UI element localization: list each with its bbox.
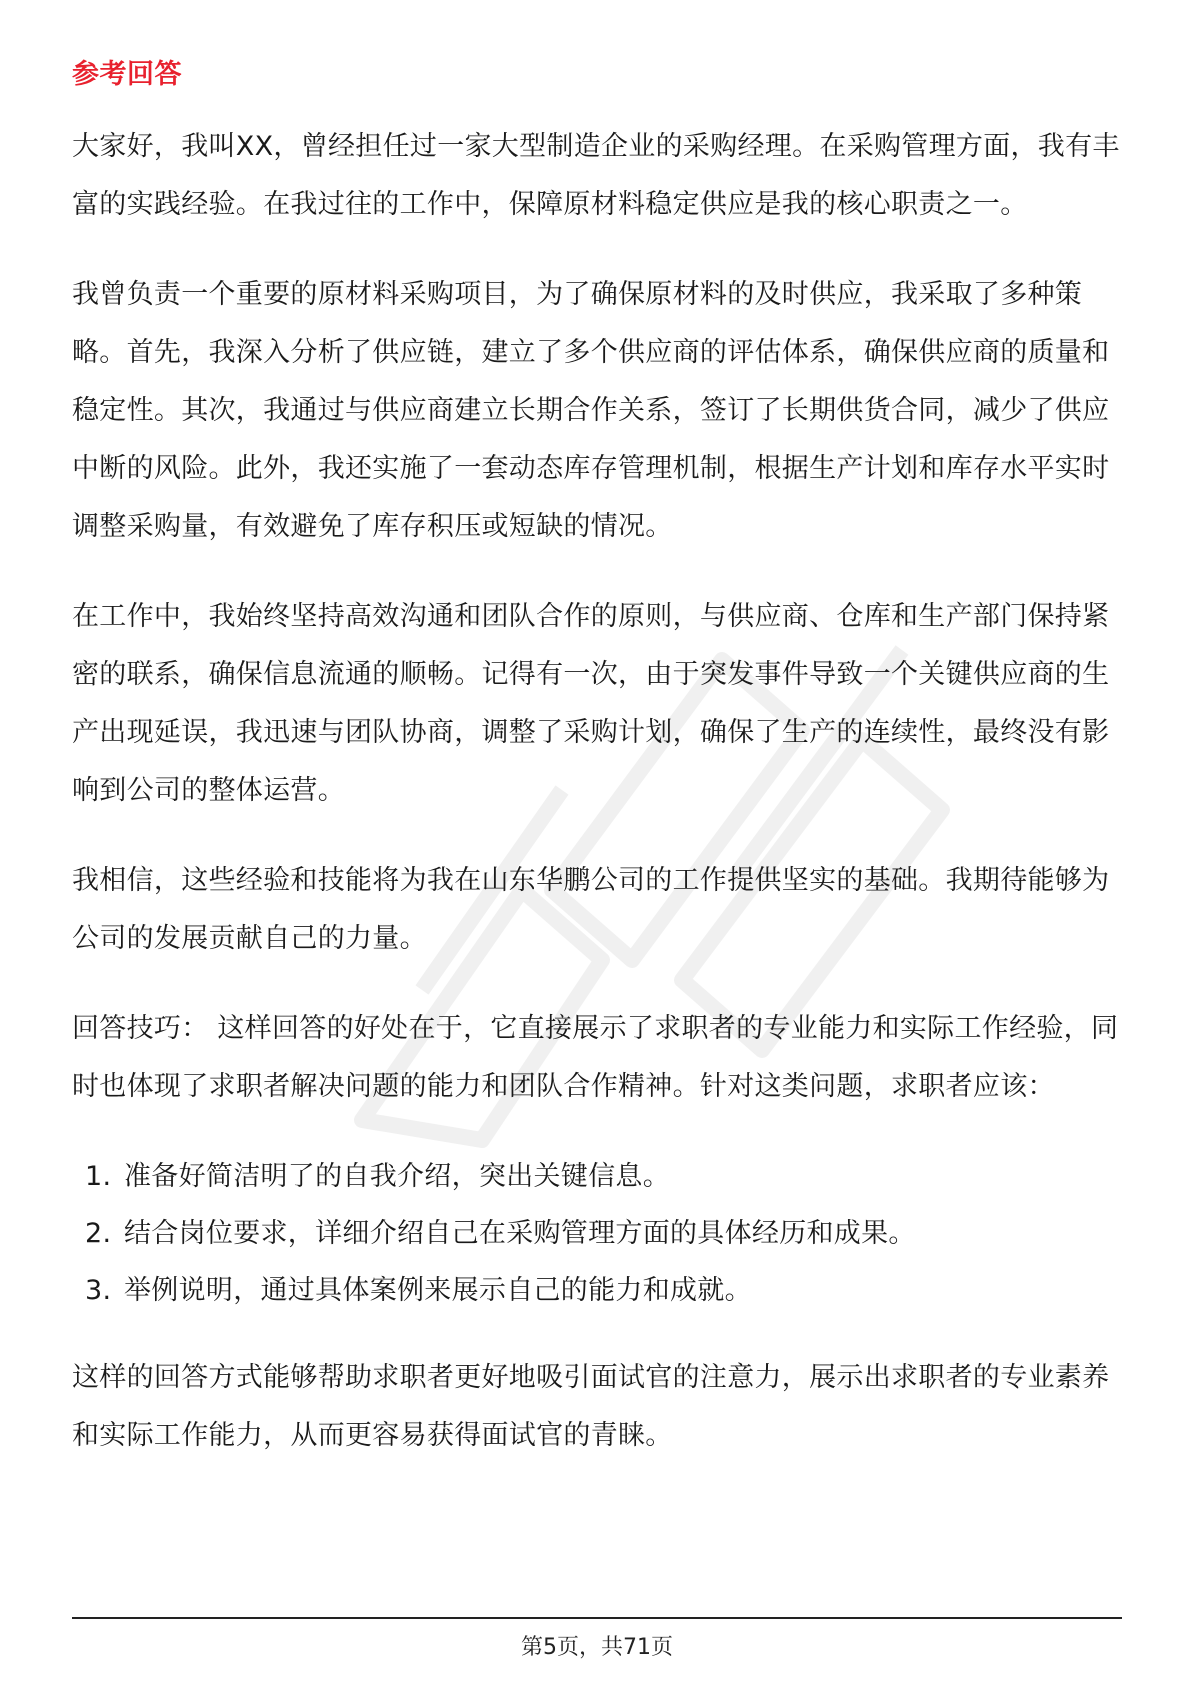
list-item	[72, 1262, 1122, 1319]
tips-text: 这样回答的好处在于，它直接展示了求职者的专业能力和实际工作经验，同时也体现了求职者解决问题的能力和团队合作精神。针对这类问题，求职者应该：	[72, 1013, 1119, 1102]
list-item-number: 1.	[85, 1161, 112, 1192]
list-item	[72, 1205, 1122, 1262]
footer-divider	[72, 1617, 1122, 1619]
paragraph-strategy: 我曾负责一个重要的原材料采购项目，为了确保原材料的及时供应，我采取了多种策略。首先，我深入分析了供应链，建立了多个供应商的评估体系，确保供应商的质量和稳定性。其次，我通过与供应商建立长期合作关系，签订了长期供货合同，减少了供应中断的风险。此外，我还实施了一套动态库存管理机制，根据生产计划和库存水平实时调整采购量，有效避免了库存积压或短缺的情况。	[72, 279, 1110, 542]
list-item-text: 举例说明，通过具体案例来展示自己的能力和成就。	[124, 1275, 752, 1306]
tips-paragraph	[72, 1000, 1122, 1116]
tips-label: 回答技巧：	[72, 1013, 209, 1044]
tips-list	[72, 1148, 1122, 1319]
list-item-number: 2.	[85, 1218, 112, 1249]
list-item-text: 准备好简洁明了的自我介绍，突出关键信息。	[124, 1161, 670, 1192]
list-item-text: 结合岗位要求，详细介绍自己在采购管理方面的具体经历和成果。	[124, 1218, 916, 1249]
paragraph-conclusion: 我相信，这些经验和技能将为我在山东华鹏公司的工作提供坚实的基础。我期待能够为公司的发展贡献自己的力量。	[72, 865, 1110, 954]
paragraph-teamwork: 在工作中，我始终坚持高效沟通和团队合作的原则，与供应商、仓库和生产部门保持紧密的联系，确保信息流通的顺畅。记得有一次，由于突发事件导致一个关键供应商的生产出现延误，我迅速与团队协商，调整了采购计划，确保了生产的连续性，最终没有影响到公司的整体运营。	[72, 601, 1110, 806]
paragraph-closing: 这样的回答方式能够帮助求职者更好地吸引面试官的注意力，展示出求职者的专业素养和实际工作能力，从而更容易获得面试官的青睐。	[72, 1362, 1110, 1451]
list-item-number: 3.	[85, 1275, 112, 1306]
answer-body	[72, 118, 1122, 1497]
list-item	[72, 1148, 1122, 1205]
paragraph-intro: 大家好，我叫XX，曾经担任过一家大型制造企业的采购经理。在采购管理方面，我有丰富的实践经验。在我过往的工作中，保障原材料稳定供应是我的核心职责之一。	[72, 131, 1120, 220]
document-page	[72, 0, 1122, 1684]
section-heading: 参考回答	[72, 59, 182, 90]
page-number: 第5页，共71页	[521, 1635, 673, 1660]
